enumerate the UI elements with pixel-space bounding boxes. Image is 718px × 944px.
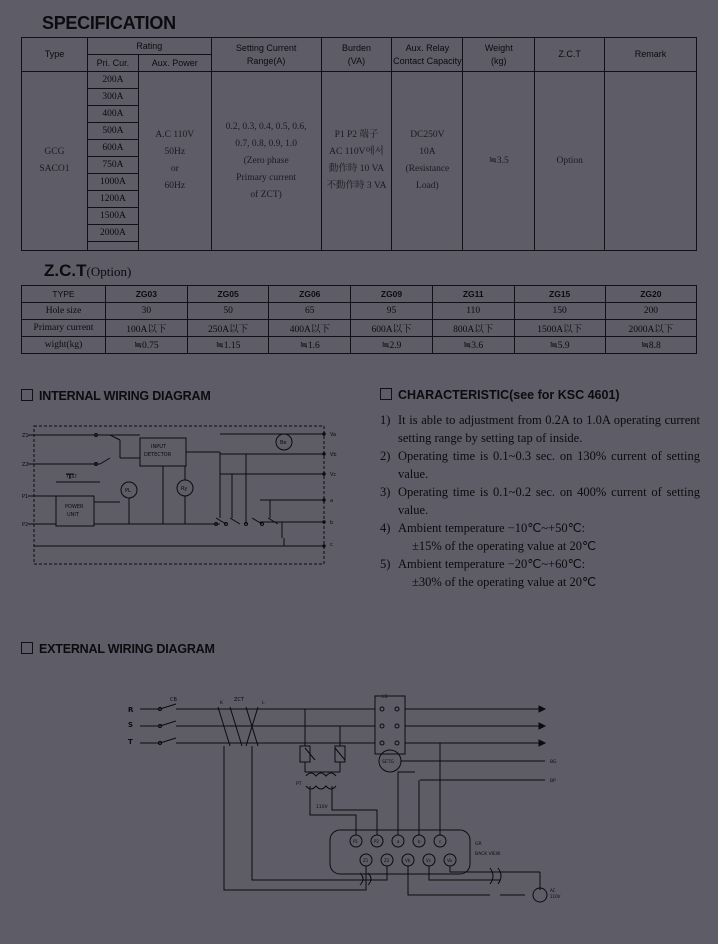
zct-cell: 2000A以下 bbox=[605, 320, 696, 337]
internal-wiring-title: INTERNAL WIRING DIAGRAM bbox=[21, 389, 211, 403]
pri-current-cell: 200A bbox=[87, 72, 138, 89]
terminal-label: P1 bbox=[353, 839, 358, 844]
terminal-label: P1 bbox=[22, 494, 29, 500]
zct-cell: 400A以下 bbox=[269, 320, 351, 337]
zct-cell: 200 bbox=[605, 303, 696, 320]
be-label: Be bbox=[280, 440, 287, 446]
zct-header: ZG20 bbox=[605, 286, 696, 303]
header-type: Type bbox=[22, 38, 88, 72]
zct-cell: ≒0.75 bbox=[106, 337, 188, 354]
terminal-label: Z1 bbox=[22, 433, 29, 439]
v110-label: 110V bbox=[316, 805, 328, 810]
power-unit-box bbox=[56, 496, 94, 526]
phase-label: T bbox=[128, 738, 133, 746]
specification-table bbox=[21, 37, 697, 251]
specification-title: SPECIFICATION bbox=[42, 13, 176, 33]
cb-label: CB bbox=[170, 697, 177, 703]
zct-cell: 100A以下 bbox=[106, 320, 188, 337]
terminal-label: Vb bbox=[405, 858, 411, 863]
zct-cell: 1500A以下 bbox=[514, 320, 605, 337]
pri-current-cell: 300A bbox=[87, 89, 138, 106]
zct-cell: Option bbox=[535, 72, 605, 251]
aux-power-cell: A.C 110V 50Hz or 60Hz bbox=[138, 72, 211, 251]
terminal-label: Z1 bbox=[363, 858, 369, 863]
zct-header: ZG06 bbox=[269, 286, 351, 303]
checkbox-icon bbox=[21, 389, 33, 401]
zct-header: ZG09 bbox=[351, 286, 433, 303]
type-cell: GCG SACO1 bbox=[22, 72, 88, 251]
zct-row-label: Primary current bbox=[22, 320, 106, 337]
input-detector-label: DETECTOR bbox=[144, 452, 172, 458]
terminal-label: Va bbox=[330, 432, 337, 438]
header-pri-cur: Pri. Cur. bbox=[87, 55, 138, 72]
pri-current-spacer bbox=[87, 242, 138, 251]
ls-switch-block bbox=[375, 696, 405, 754]
aux-relay-cell: DC250V 10A (Resistance Load) bbox=[392, 72, 463, 251]
zct-cell: 30 bbox=[106, 303, 188, 320]
power-unit-label: UNIT bbox=[67, 512, 79, 518]
header-setting-current: Setting Current Range(A) bbox=[211, 38, 321, 72]
characteristic-item: 3) Operating time is 0.1~0.2 sec. on 400% current of setting value. bbox=[380, 485, 700, 517]
terminal-label: P2 bbox=[374, 839, 379, 844]
terminal-label: Va bbox=[447, 858, 452, 863]
zct-header: ZG11 bbox=[432, 286, 514, 303]
terminal-label: b bbox=[418, 839, 421, 844]
k-label: K bbox=[220, 701, 223, 706]
enclosure-frame bbox=[34, 426, 324, 564]
characteristic-item: 1) It is able to adjustment from 0.2A to 1.0A operating current setting range by setting tap of inside. bbox=[380, 413, 700, 445]
pri-current-cell: 1000A bbox=[87, 174, 138, 191]
terminal-label: Z2 bbox=[384, 858, 390, 863]
weight-cell: ≒3.5 bbox=[463, 72, 535, 251]
setg-label: SETG bbox=[382, 760, 394, 765]
zct-cell: 110 bbox=[432, 303, 514, 320]
internal-wiring-diagram bbox=[20, 418, 360, 568]
zct-table bbox=[21, 285, 697, 354]
setting-range-cell: 0.2, 0.3, 0.4, 0.5, 0.6, 0.7, 0.8, 0.9, 1.0 (Zero phase Primary current of ZCT) bbox=[211, 72, 321, 251]
ry-label: Ry bbox=[181, 486, 188, 492]
test-label: TEST bbox=[66, 475, 78, 480]
pt-label: PT bbox=[296, 782, 302, 787]
header-remark: Remark bbox=[605, 38, 697, 72]
zct-label: ZCT bbox=[234, 697, 244, 703]
header-rating: Rating bbox=[87, 38, 211, 55]
characteristic-title: CHARACTERISTIC(see for KSC 4601) bbox=[380, 388, 700, 402]
zct-cell: 600A以下 bbox=[351, 320, 433, 337]
zct-header-type: TYPE bbox=[22, 286, 106, 303]
terminal-label: a bbox=[330, 498, 334, 504]
pri-current-cell: 750A bbox=[87, 157, 138, 174]
gr-relay-back-view bbox=[330, 830, 470, 874]
bg-label: BG bbox=[550, 760, 557, 765]
header-aux-power: Aux. Power bbox=[138, 55, 211, 72]
zct-cell: 800A以下 bbox=[432, 320, 514, 337]
zct-header: ZG05 bbox=[187, 286, 269, 303]
zct-cell: 95 bbox=[351, 303, 433, 320]
zct-cell: ≒1.15 bbox=[187, 337, 269, 354]
remark-cell bbox=[605, 72, 697, 251]
pri-current-cell: 500A bbox=[87, 123, 138, 140]
zct-row-label: wight(kg) bbox=[22, 337, 106, 354]
terminal-label: c bbox=[439, 839, 442, 844]
header-weight: Weight (kg) bbox=[463, 38, 535, 72]
burden-cell: P1 P2 端子 AC 110V에서 動作時 10 VA 不動作時 3 VA bbox=[321, 72, 392, 251]
zct-title: Z.C.T(Option) bbox=[44, 261, 132, 280]
zct-row-label: Hole size bbox=[22, 303, 106, 320]
pri-current-cell: 1200A bbox=[87, 191, 138, 208]
terminal-label: c bbox=[330, 542, 333, 548]
gr-label: GR bbox=[475, 842, 482, 847]
terminal-label: Vc bbox=[330, 472, 337, 478]
ac-label: AC bbox=[550, 888, 556, 893]
zct-cell: 50 bbox=[187, 303, 269, 320]
zct-cell: ≒3.6 bbox=[432, 337, 514, 354]
header-aux-relay: Aux. Relay Contact Capacity bbox=[392, 38, 463, 72]
characteristic-item: 2) Operating time is 0.1~0.3 sec. on 130% current of setting value. bbox=[380, 449, 700, 481]
zct-cell: ≒2.9 bbox=[351, 337, 433, 354]
zct-cell: 150 bbox=[514, 303, 605, 320]
characteristic-section bbox=[380, 388, 700, 592]
external-wiring-title: EXTERNAL WIRING DIAGRAM bbox=[21, 642, 215, 656]
zct-header: ZG03 bbox=[106, 286, 188, 303]
ac-label: 110V bbox=[550, 894, 561, 899]
zct-cell: ≒1.6 bbox=[269, 337, 351, 354]
terminal-label: P2 bbox=[22, 522, 29, 528]
zct-cell: ≒8.8 bbox=[605, 337, 696, 354]
pri-current-cell: 2000A bbox=[87, 225, 138, 242]
phase-label: S bbox=[128, 721, 134, 729]
terminal-label: Z2 bbox=[22, 462, 29, 468]
external-wiring-diagram bbox=[120, 690, 580, 912]
checkbox-icon bbox=[21, 642, 33, 654]
zct-cell: ≒5.9 bbox=[514, 337, 605, 354]
ls-label: LS bbox=[382, 695, 388, 700]
header-burden: Burden (VA) bbox=[321, 38, 392, 72]
characteristic-item: 5) Ambient temperature −20℃~+60℃: ±30% of the operating value at 20℃ bbox=[380, 557, 597, 589]
terminal-label: a bbox=[397, 839, 400, 844]
terminal-label: Vc bbox=[426, 858, 431, 863]
phase-label: R bbox=[128, 706, 134, 714]
characteristic-list bbox=[380, 412, 700, 591]
bp-label: BP bbox=[550, 779, 556, 784]
pri-current-cell: 400A bbox=[87, 106, 138, 123]
input-detector-label: INPUT bbox=[151, 444, 166, 450]
terminal-label: Vb bbox=[330, 452, 337, 458]
ac-source bbox=[533, 888, 547, 902]
gr-label: BACK VIEW bbox=[475, 852, 501, 857]
pri-current-cell: 1500A bbox=[87, 208, 138, 225]
checkbox-icon bbox=[380, 388, 392, 400]
zct-cell: 250A以下 bbox=[187, 320, 269, 337]
characteristic-item: 4) Ambient temperature −10℃~+50℃: ±15% of the operating value at 20℃ bbox=[380, 521, 597, 553]
l-label: L bbox=[262, 701, 265, 706]
pri-current-cell: 600A bbox=[87, 140, 138, 157]
pl-label: PL bbox=[125, 488, 131, 494]
header-zct: Z.C.T bbox=[535, 38, 605, 72]
terminal-label: b bbox=[330, 520, 334, 526]
power-unit-label: POWER bbox=[65, 504, 84, 510]
zct-header: ZG15 bbox=[514, 286, 605, 303]
pt-transformer bbox=[305, 762, 340, 798]
zct-cell: 65 bbox=[269, 303, 351, 320]
